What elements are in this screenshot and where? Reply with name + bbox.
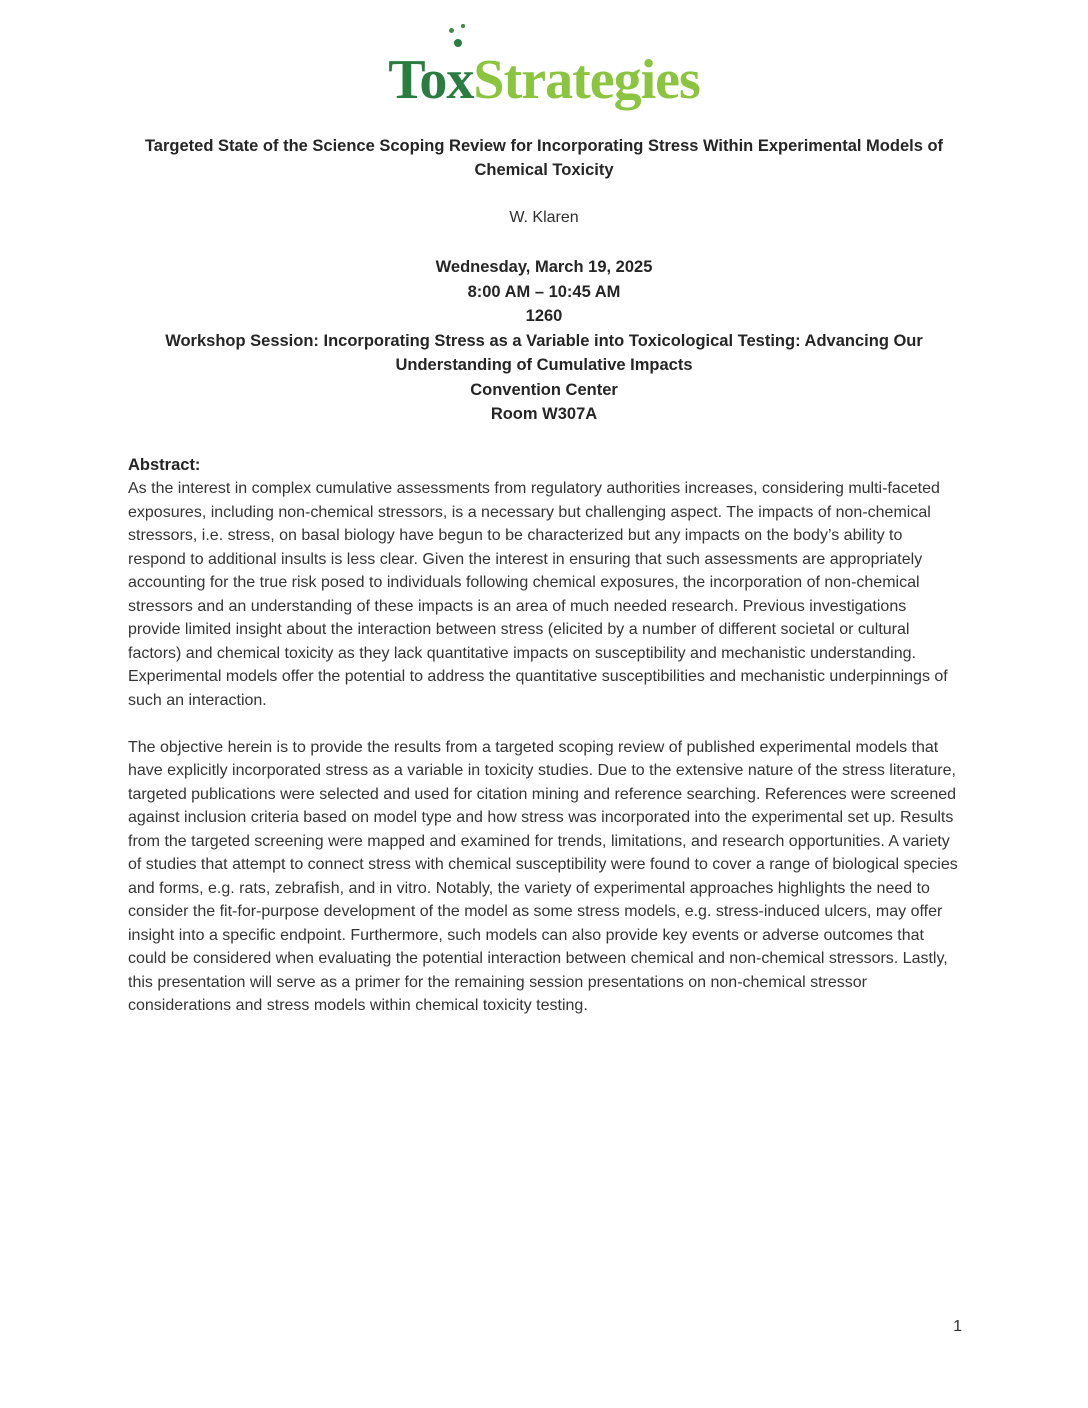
logo-text-strategies: Strategies [473, 49, 700, 111]
session-time: 8:00 AM – 10:45 AM [467, 282, 621, 301]
author-name: W. Klaren [509, 209, 579, 226]
session-number: 1260 [525, 307, 563, 325]
toxstrategies-logo [388, 49, 700, 111]
abstract-paragraph-1: As the interest in complex cumulative assessments from regulatory authorities increases, considering multi-faceted exposures, including non-chemical stressors, is a necessary but challenging aspect. The impacts of non-chemical stressors, i.e. stress, on basal biology have begun to be characterized but any impacts on the body’s ability to respond to additional insults is less clear. Given the interest in ensuring that such assessments are appropriately accounting for the true risk posed to individuals following chemical exposures, the incorporation of non-chemical stressors and an understanding of these impacts is an area of much needed research. Previous investigations provide limited insight about the interaction between stress (elicited by a number of different societal or cultural factors) and chemical toxicity as they lack quantitative impacts on susceptibility and mechanistic understanding. Experimental models offer the potential to address the quantitative susceptibilities and mechanistic underpinnings of such an interaction. [128, 480, 948, 709]
session-room: Room W307A [490, 405, 598, 423]
session-details [128, 255, 960, 427]
abstract-heading: Abstract: [128, 455, 201, 474]
document-title: Targeted State of the Science Scoping Review for Incorporating Stress Within Experimental Models of Chemical Toxicity [144, 137, 944, 179]
page-number: 1 [953, 1318, 962, 1335]
logo-bubble-small-icon [449, 28, 454, 33]
session-date: Wednesday, March 19, 2025 [435, 258, 653, 276]
logo-letter-x: x [446, 52, 473, 108]
logo-row [128, 49, 960, 111]
session-name: Workshop Session: Incorporating Stress as a Variable into Toxicological Testing: Advancing Our Understanding of Cumulative Impacts [165, 331, 923, 374]
logo-bubble-tiny-icon [461, 24, 465, 28]
abstract-paragraph-2: The objective herein is to provide the results from a targeted scoping review of published experimental models that have explicitly incorporated stress as a variable in toxicity studies. Due to the extensive nature of the stress literature, targeted publications were selected and used for citation mining and reference searching. References were screened against inclusion criteria based on model type and how stress was incorporated into the experimental set up. Results from the targeted screening were mapped and examined for trends, limitations, and research opportunities. A variety of studies that attempt to connect stress with chemical susceptibility were found to cover a range of biological species and forms, e.g. rats, zebrafish, and in vitro. Notably, the variety of experimental approaches highlights the need to consider the fit-for-purpose development of the model as some stress models, e.g. stress-induced ulcers, may offer insight into a specific endpoint. Furthermore, such models can also provide key events or adverse outcomes that could be considered when evaluating the potential interaction between chemical and non-chemical stressors. Lastly, this presentation will serve as a primer for the remaining session presentations on non-chemical stressor considerations and stress models within chemical toxicity testing. [128, 738, 958, 1014]
logo-bubble-large-icon [454, 39, 462, 47]
logo-text-tox: Tox [388, 49, 473, 111]
session-venue: Convention Center [470, 380, 618, 399]
